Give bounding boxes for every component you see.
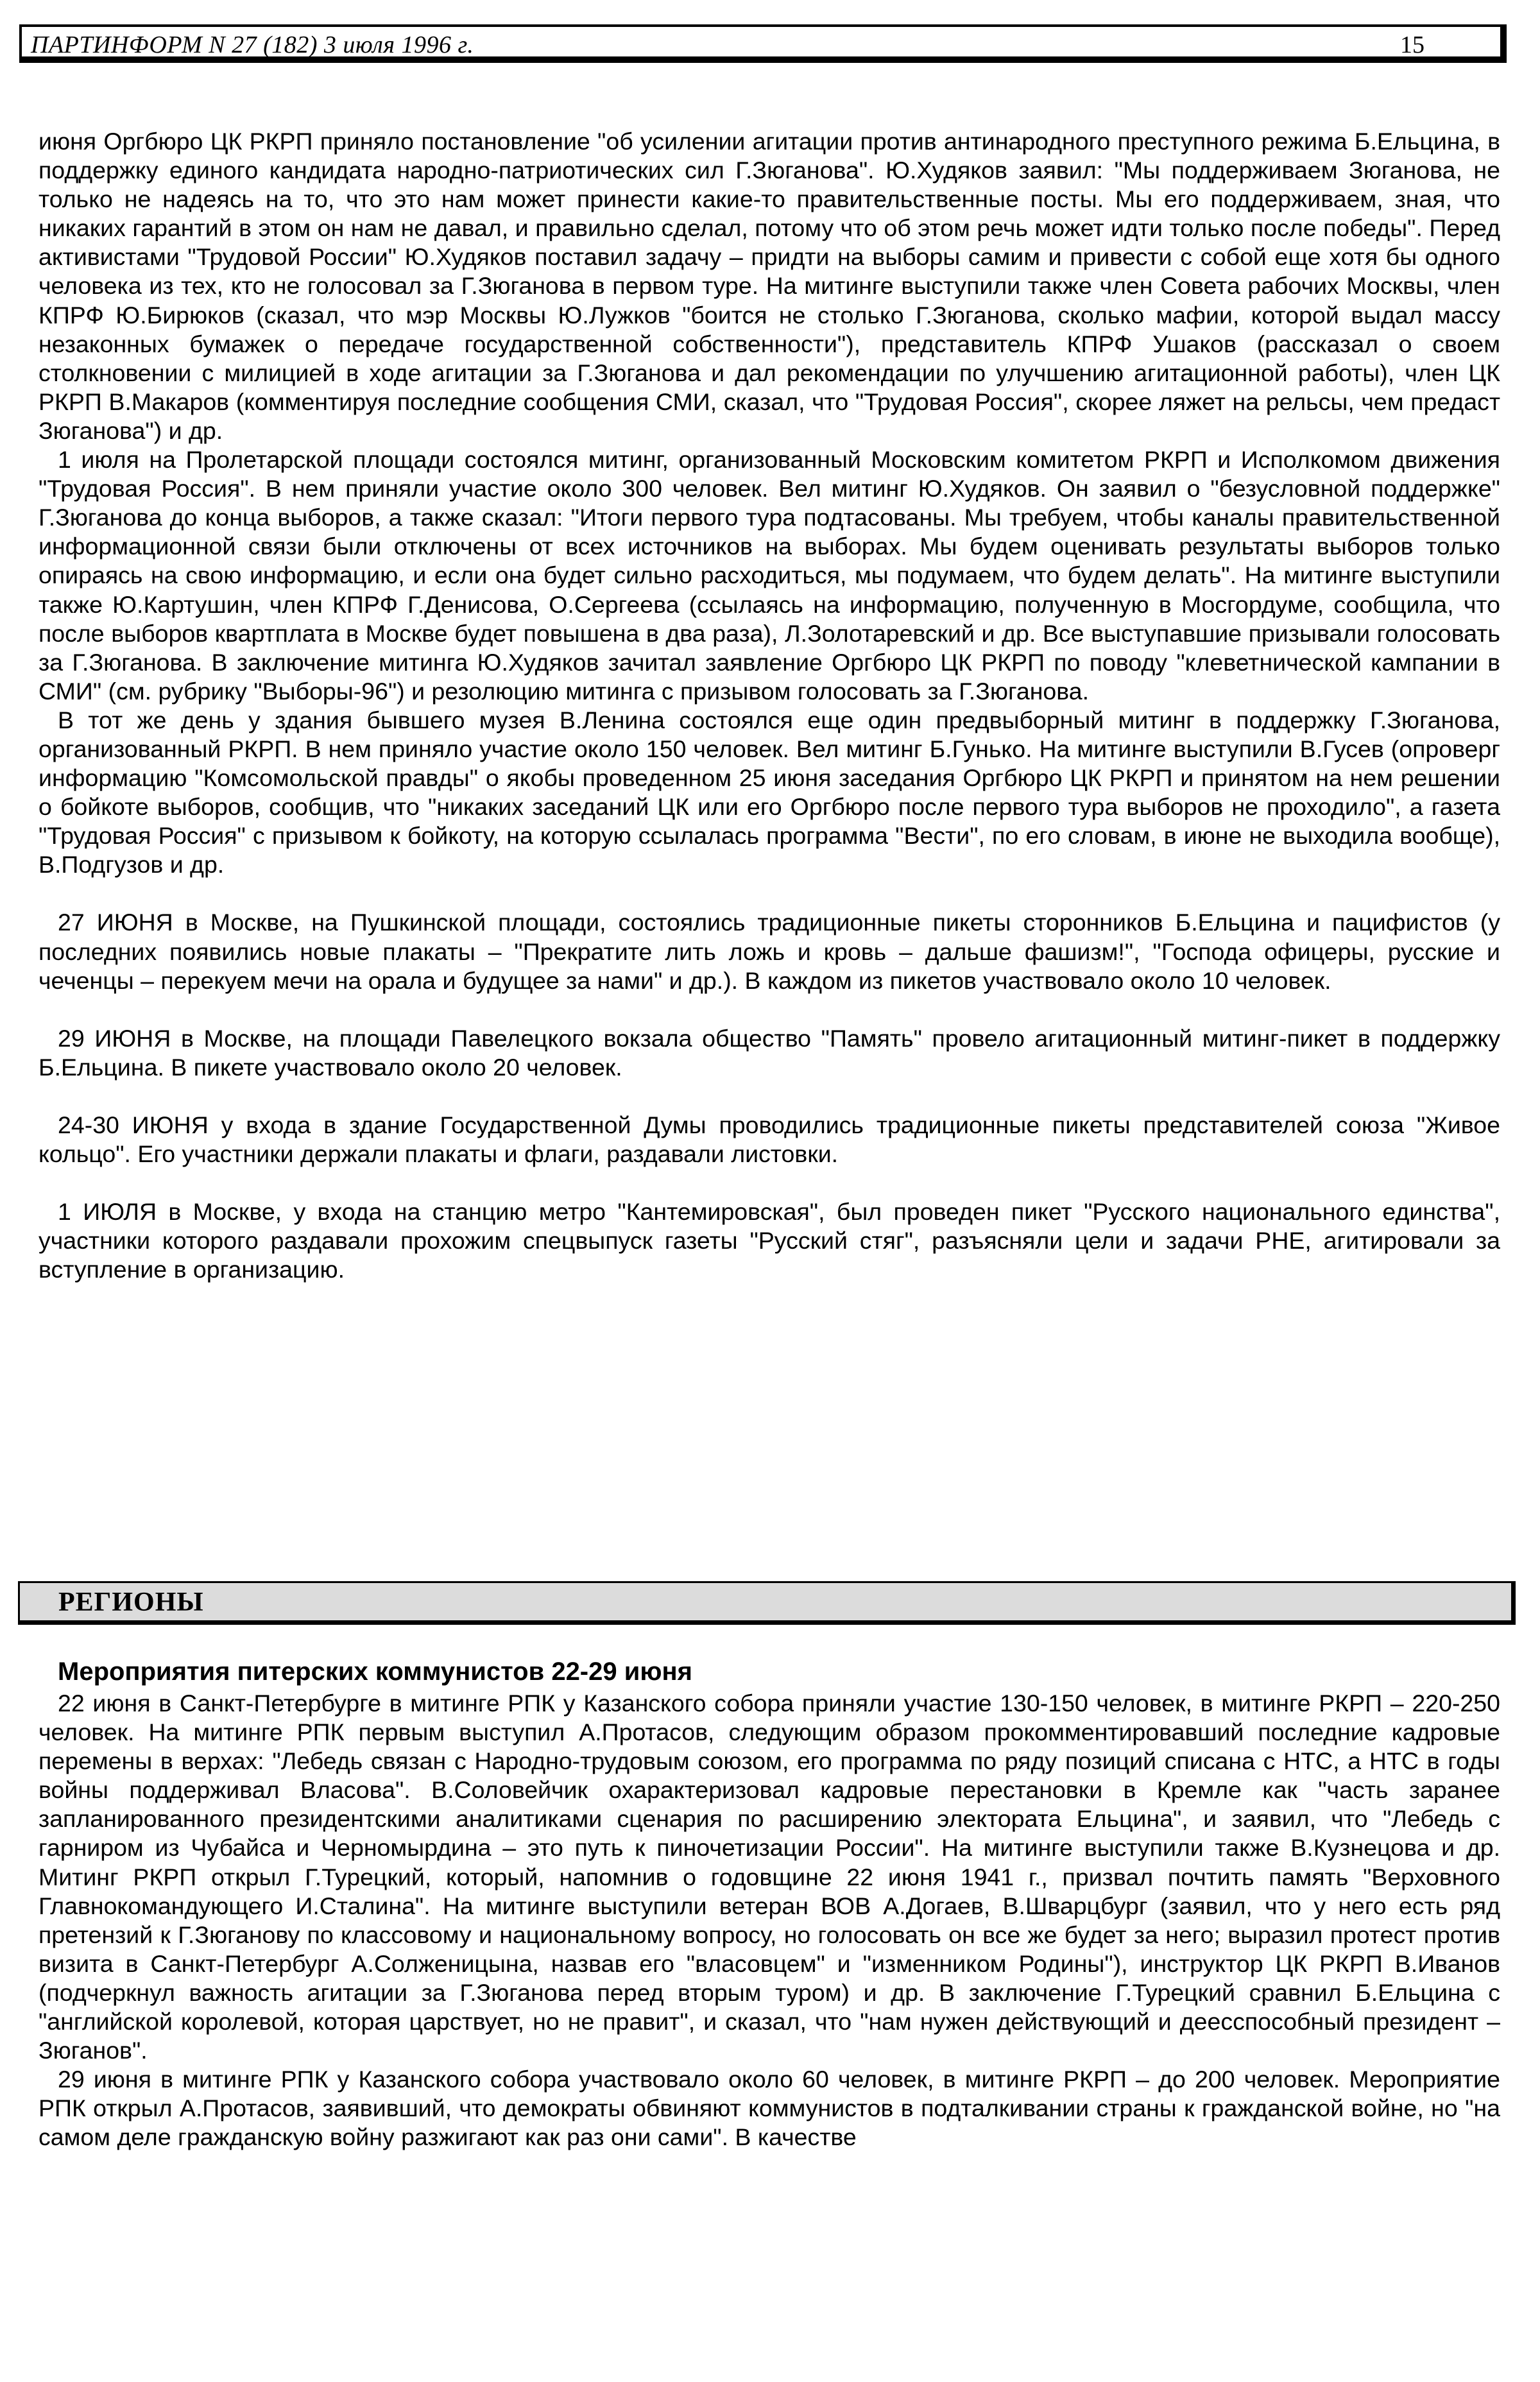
main-text xyxy=(38,127,1500,1284)
paragraph-gap xyxy=(38,1169,1500,1197)
paragraph: 1 ИЮЛЯ в Москве, у входа на станцию метро "Кантемировская", был проведен пикет "Русского национального единства", участники которого раздавали прохожим спецвыпуск газеты "Русский стяг", разъясняли цели и задачи РНЕ, агитировали за вступление в организацию. xyxy=(38,1198,1500,1283)
page-header xyxy=(19,24,1507,63)
article-paragraph: 22 июня в Санкт-Петербурге в митинге РПК у Казанского собора приняли участие 130-150 человек, в митинге РКРП – 220-250 человек. На митинге РПК первым выступил А.Протасов, следующим образом прокомментировавший последние кадровые перемены в верхах: "Лебедь связан с Народно-трудовым союзом, его программа по ряду позиций списана с НТС, а НТС в годы войны поддерживал Власова". В.Соловейчик охарактеризовал кадровые перестановки в Кремле как "часть заранее запланированного президентскими аналитиками сценария по расширению электората Ельцина", и заявил, что "Лебедь с гарниром из Чубайса и Черномырдина – это путь к пиночетизации России". На митинге выступили также В.Кузнецова и др. Митинг РКРП открыл Г.Турецкий, который, напомнив о годовщине 22 июня 1941 г., призвал почтить память "Верховного Главнокомандующего И.Сталина". На митинге выступили ветеран ВОВ А.Догаев, В.Шварцбург (заявил, что у него есть ряд претензий к Г.Зюганову по классовому и национальному вопросу, но голосовать он все же будет за него; выразил протест против визита в Санкт-Петербург А.Солженицына, назвав его "власовцем" и "изменником Родины"), инструктор ЦК РКРП В.Иванов (подчеркнул важность агитации за Г.Зюганова перед вторым туром) и др. В заключение Г.Турецкий сравнил Б.Ельцина с "английской королевой, которая царствует, но не правит", и сказал, что "нам нужен действующий и деесспособный президент – Зюганов". xyxy=(38,1690,1500,2064)
article xyxy=(38,1657,1500,2152)
paragraph: июня Оргбюро ЦК РКРП приняло постановление "об усилении агитации против антинародного преступного режима Б.Ельцина, в поддержку единого кандидата народно-патриотических сил Г.Зюганова". Ю.Худяков заявил: "Мы поддерживаем Зюганова, не только не надеясь на то, что это нам может принести какие-то правительственные посты. Мы его поддерживаем, зная, что никаких гарантий в этом он нам не давал, и правильно сделал, потому что об этом речь может идти только после победы". Перед активистами "Трудовой России" Ю.Худяков поставил задачу – придти на выборы самим и привести с собой еще хотя бы одного человека из тех, кто не голосовал за Г.Зюганова в первом туре. На митинге выступили также член Совета рабочих Москвы, член КПРФ Ю.Бирюков (сказал, что мэр Москвы Ю.Лужков "боится не столько Г.Зюганова, сколько мафии, которой выдал массу незаконных бумажек о передаче государственной собственности"), представитель КПРФ Ушаков (рассказал о своем столкновении с милицией в ходе агитации за Г.Зюганова и дал рекомендации по улучшению агитационной работы), член ЦК РКРП В.Макаров (комментируя последние сообщения СМИ, сказал, что "Трудовая Россия", скорее ляжет на рельсы, чем предаст Зюганова") и др. xyxy=(38,128,1500,444)
page-number: 15 xyxy=(1400,31,1425,58)
section-header xyxy=(18,1581,1516,1625)
paragraph: В тот же день у здания бывшего музея В.Ленина состоялся еще один предвыборный митинг в поддержку Г.Зюганова, организованный РКРП. В нем приняло участие около 150 человек. Вел митинг Б.Гунько. На митинге выступили В.Гусев (опроверг информацию "Комсомольской правды" о якобы проведенном 25 июня заседания Оргбюро ЦК РКРП и принятом на нем решении о бойкоте выборов, сообщив, что "никаких заседаний ЦК или его Оргбюро после первого тура выборов не проходило", а газета "Трудовая Россия" с призывом к бойкоту, на которую ссылалась программа "Вести", по его словам, в июне не выходила вообще), В.Подгузов и др. xyxy=(38,706,1500,878)
paragraph: 29 ИЮНЯ в Москве, на площади Павелецкого вокзала общество "Память" провело агитационный митинг-пикет в поддержку Б.Ельцина. В пикете участвовало около 20 человек. xyxy=(38,1024,1500,1081)
article-heading: Мероприятия питерских коммунистов 22-29 июня xyxy=(58,1658,692,1686)
paragraph: 1 июля на Пролетарской площади состоялся митинг, организованный Московским комитетом РКРП и Исполкомом движения "Трудовая Россия". В нем приняли участие около 300 человек. Вел митинг Ю.Худяков. Он заявил о "безусловной поддержке" Г.Зюганова до конца выборов, а также сказал: "Итоги первого тура подтасованы. Мы требуем, чтобы каналы правительственной информационной связи были отключены от всех источников на выборах. Мы будем оценивать результаты выборов только опираясь на свою информацию, и если она будет сильно расходиться, мы подумаем, что будем делать". На митинге выступили также Ю.Картушин, член КПРФ Г.Денисова, О.Сергеева (ссылаясь на информацию, полученную в Мосгордуме, сообщила, что после выборов квартплата в Москве будет повышена в два раза), Л.Золотаревский и др. Все выступавшие призывали голосовать за Г.Зюганова. В заключение митинга Ю.Худяков зачитал заявление Оргбюро ЦК РКРП по поводу "клеветнической кампании в СМИ" (см. рубрику "Выборы-96") и резолюцию митинга с призывом голосовать за Г.Зюганова. xyxy=(38,446,1500,705)
section-title: РЕГИОНЫ xyxy=(58,1588,204,1617)
paragraph: 24-30 ИЮНЯ у входа в здание Государственной Думы проводились традиционные пикеты представителей союза "Живое кольцо". Его участники держали плакаты и флаги, раздавали листовки. xyxy=(38,1111,1500,1167)
paragraph-gap xyxy=(38,1082,1500,1111)
publication-title: ПАРТИНФОРМ N 27 (182) 3 июля 1996 г. xyxy=(31,31,474,58)
paragraph: 27 ИЮНЯ в Москве, на Пушкинской площади, состоялись традиционные пикеты сторонников Б.Ельцина и пацифистов (у последних появились новые плакаты – "Прекратите лить ложь и кровь – дальше фашизм!", "Господа офицеры, русские и чеченцы – перекуем мечи на орала и будущее за нами" и др.). В каждом из пикетов участвовало около 10 человек. xyxy=(38,909,1500,994)
article-paragraph: 29 июня в митинге РПК у Казанского собора участвовало около 60 человек, в митинге РКРП – до 200 человек. Мероприятие РПК открыл А.Протасов, заявивший, что демократы обвиняют коммунистов в подталкивании страны к гражданской войне, но "на самом деле гражданскую войну разжигают как раз они сами". В качестве xyxy=(38,2066,1500,2151)
paragraph-gap xyxy=(38,995,1500,1024)
paragraph-gap xyxy=(38,879,1500,908)
